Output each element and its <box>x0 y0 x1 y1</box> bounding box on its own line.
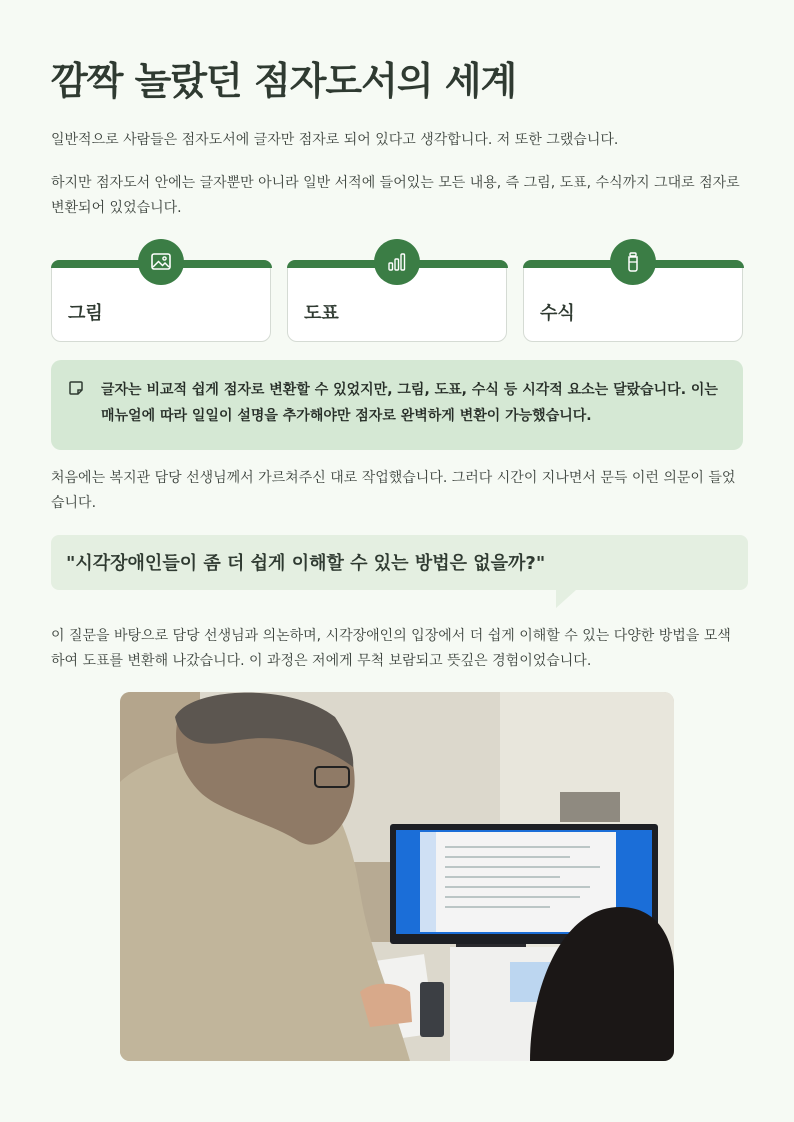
card-image <box>51 260 271 342</box>
bar-chart-icon <box>374 239 420 285</box>
detail-paragraph: 하지만 점자도서 안에는 글자뿐만 아니라 일반 서적에 들어있는 모든 내용, 즉 그림, 도표, 수식까지 그대로 점자로 변환되어 있었습니다. <box>51 175 740 216</box>
card-label: 도표 <box>304 303 339 324</box>
note-text: 글자는 비교적 쉽게 점자로 변환할 수 있었지만, 그림, 도표, 수식 등 시각적 요소는 달랐습니다. 이는 매뉴얼에 따라 일일이 설명을 추가해야만 점자로 완벽하게 변환이 가능했습니다. <box>101 382 718 424</box>
work-photo <box>120 692 674 1061</box>
card-label: 수식 <box>540 303 575 324</box>
intro-paragraph: 일반적으로 사람들은 점자도서에 글자만 점자로 되어 있다고 생각합니다. 저 또한 그랬습니다. <box>51 132 619 148</box>
result-paragraph: 이 질문을 바탕으로 담당 선생님과 의논하며, 시각장애인의 입장에서 더 쉽게 이해할 수 있는 다양한 방법을 모색하여 도표를 변환해 나갔습니다. 이 과정은 저에게 무척 보람되고 뜻깊은 경험이었습니다. <box>51 628 731 669</box>
image-icon <box>138 239 184 285</box>
quote-text: "시각장애인들이 좀 더 쉽게 이해할 수 있는 방법은 없을까?" <box>66 553 546 574</box>
quote-tail <box>556 590 576 608</box>
card-label: 그림 <box>68 303 103 324</box>
story-paragraph: 처음에는 복지관 담당 선생님께서 가르쳐주신 대로 작업했습니다. 그러다 시간이 지나면서 문득 이런 의문이 들었습니다. <box>51 470 736 511</box>
note-box <box>51 360 743 450</box>
page-title: 깜짝 놀랐던 점자도서의 세계 <box>51 59 517 103</box>
card-chart <box>287 260 507 342</box>
note-icon <box>68 380 84 400</box>
quote-box <box>51 535 748 590</box>
card-formula <box>523 260 743 342</box>
formula-icon <box>610 239 656 285</box>
